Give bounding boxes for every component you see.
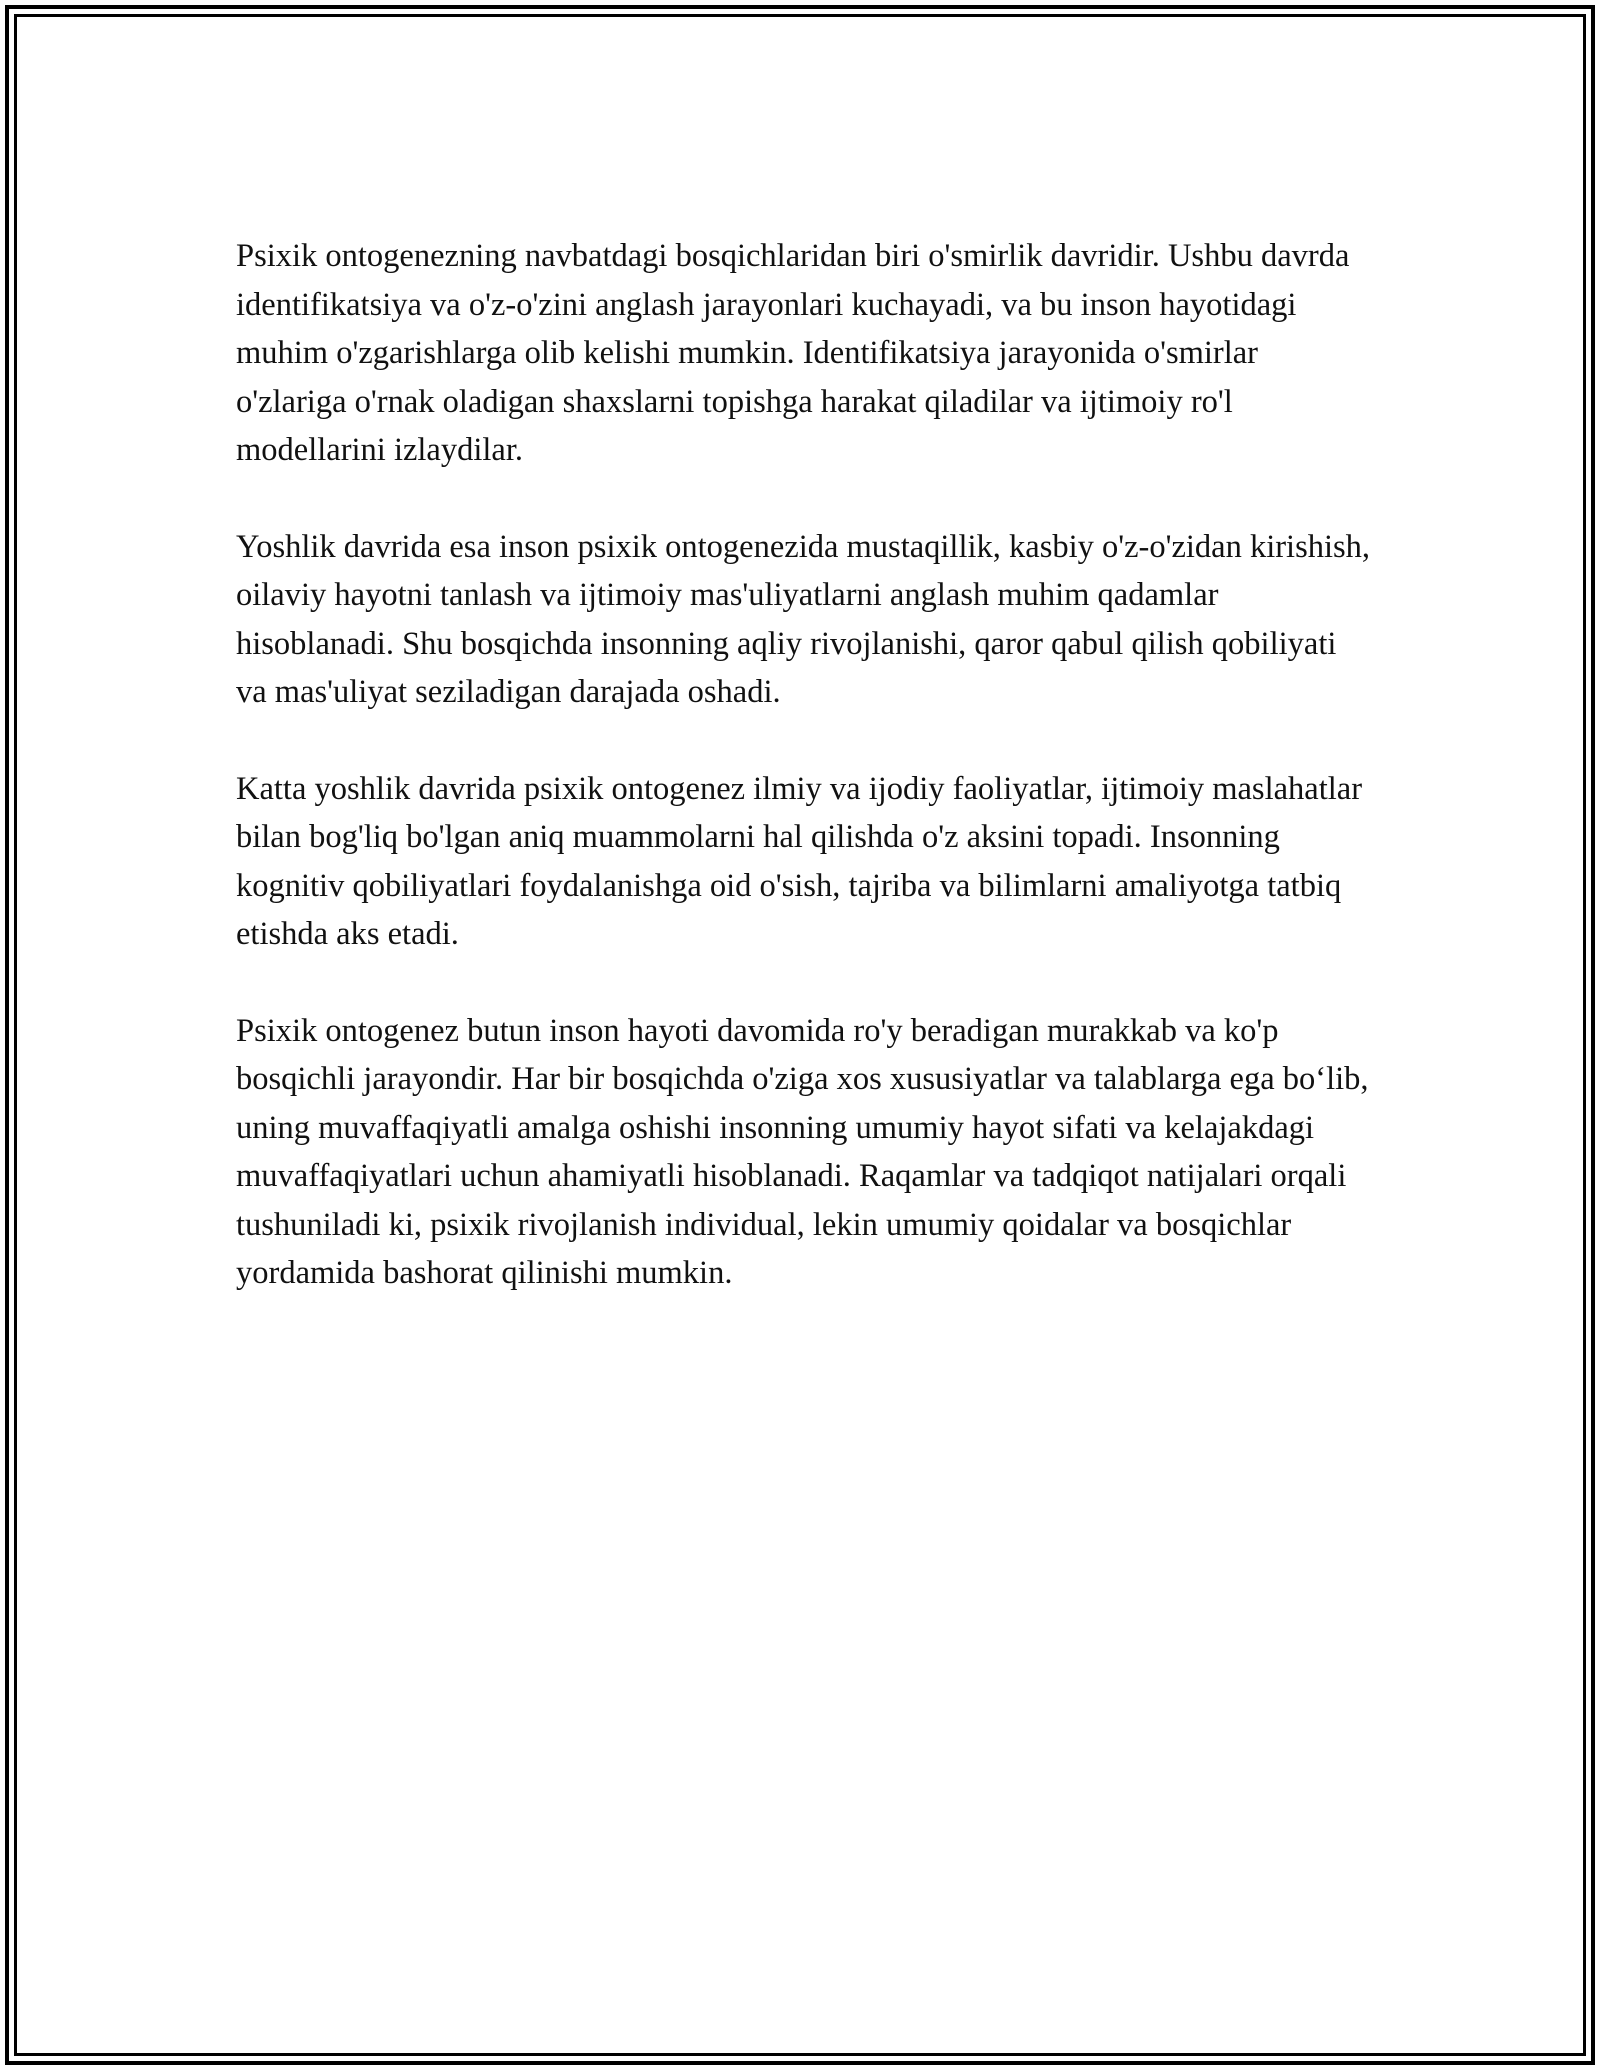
paragraph-adolescence: Psixik ontogenezning navbatdagi bosqichlaridan biri o'smirlik davridir. Ushbu davrda identifikatsiya va o'z-o'zini anglash jarayonlari kuchayadi, va bu inson hayotidagi muhim o'zgarishlarga olib kelishi mumkin. Identifikatsiya jarayonida o'smirlar o'zlariga o'rnak oladigan shaxslarni topishga harakat qiladilar va ijtimoiy ro'l modellarini izlaydilar. [236, 238, 1350, 468]
paragraph-adulthood: Katta yoshlik davrida psixik ontogenez ilmiy va ijodiy faoliyatlar, ijtimoiy maslahatlar bilan bog'liq bo'lgan aniq muammolarni hal qilishda o'z aksini topadi. Insonning kognitiv qobiliyatlari foydalanishga oid o'sish, tajriba va bilimlarni amaliyotga tatbiq etishda aks etadi. [236, 770, 1363, 952]
paragraph-youth: Yoshlik davrida esa inson psixik ontogenezida mustaqillik, kasbiy o'z-o'zidan kirishish, oilaviy hayotni tanlash va ijtimoiy mas'uliyatlarni anglash muhim qadamlar hisoblanadi. Shu bosqichda insonning aqliy rivojlanishi, qaror qabul qilish qobiliyati va mas'uliyat seziladigan darajada oshadi. [236, 528, 1371, 710]
document-body [236, 232, 1371, 1346]
paragraph-conclusion: Psixik ontogenez butun inson hayoti davomida ro'y beradigan murakkab va ko'p bosqichli jarayondir. Har bir bosqichda o'ziga xos xususiyatlar va talablarga ega bo‘lib, uning muvaffaqiyatli amalga oshishi insonning umumiy hayot sifati va kelajakdagi muvaffaqiyatlari uchun ahamiyatli hisoblanadi. Raqamlar va tadqiqot natijalari orqali tushuniladi ki, psixik rivojlanish individual, lekin umumiy qoidalar va bosqichlar yordamida bashorat qilinishi mumkin. [236, 1012, 1369, 1291]
